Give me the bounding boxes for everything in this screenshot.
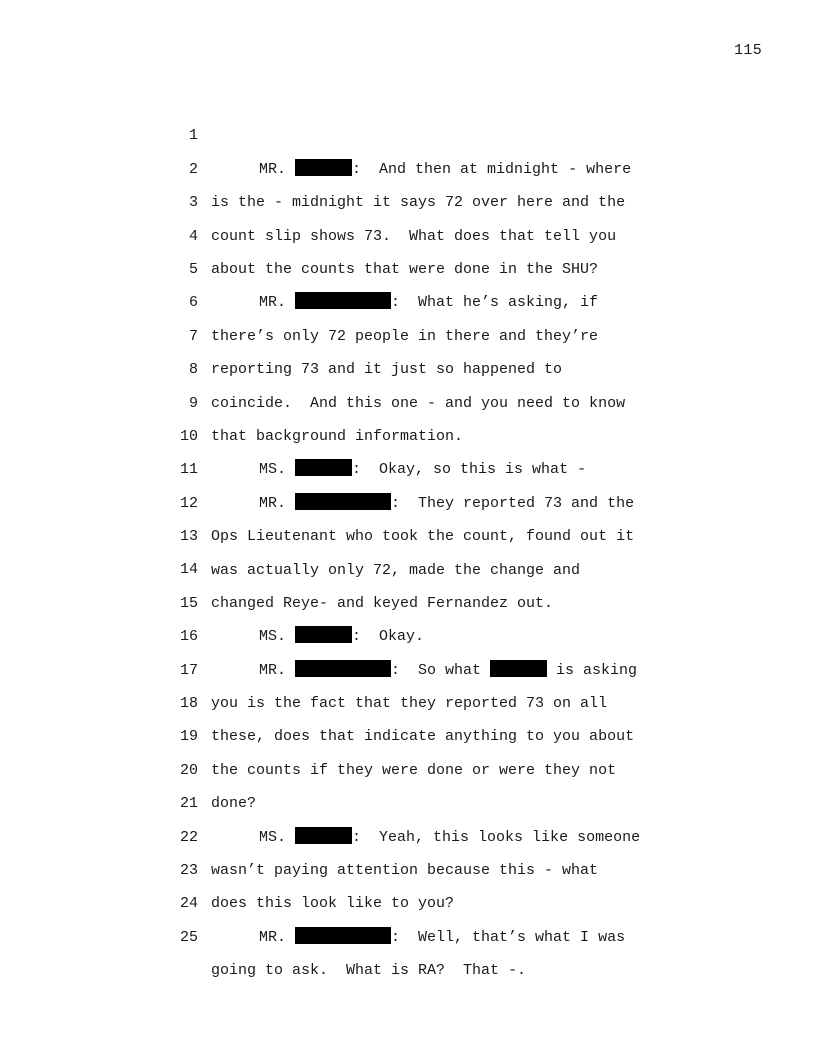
speaker-colon: : bbox=[391, 294, 401, 312]
line-number: 13 bbox=[179, 528, 198, 546]
line-number: 4 bbox=[188, 227, 198, 245]
redaction-block bbox=[295, 927, 391, 944]
speaker-title: MR. bbox=[259, 160, 296, 178]
speaker-colon: : bbox=[352, 828, 362, 846]
line-number: 10 bbox=[179, 427, 198, 445]
line-number: 18 bbox=[179, 695, 198, 713]
line-number: 22 bbox=[179, 828, 198, 846]
line-content: there’s only 72 people in there and they’re bbox=[211, 327, 599, 345]
line-number: 19 bbox=[179, 728, 198, 746]
line-content: They reported 73 and the bbox=[400, 494, 635, 512]
line-number: 3 bbox=[188, 194, 198, 212]
line-content: And then at midnight - where bbox=[361, 160, 632, 178]
line-number: 9 bbox=[188, 394, 198, 412]
speaker-title: MS. bbox=[259, 628, 296, 646]
line-content-continued: is asking bbox=[547, 661, 638, 679]
line-number: 21 bbox=[179, 795, 198, 813]
line-number: 7 bbox=[188, 327, 198, 345]
line-content: changed Reye- and keyed Fernandez out. bbox=[211, 594, 554, 612]
line-number: 6 bbox=[188, 294, 198, 312]
speaker-title: MS. bbox=[259, 828, 296, 846]
line-content: done? bbox=[211, 795, 257, 813]
line-number: 23 bbox=[179, 862, 198, 879]
speaker-title: MR. bbox=[259, 494, 296, 512]
line-text bbox=[259, 921, 625, 954]
line-content: these, does that indicate anything to you about bbox=[211, 728, 635, 746]
speaker-title: MR. bbox=[259, 294, 296, 312]
line-content: is the - midnight it says 72 over here and the bbox=[211, 194, 626, 212]
line-number: 14 bbox=[179, 561, 198, 579]
line-content: What he’s asking, if bbox=[400, 294, 599, 312]
speaker-colon: : bbox=[352, 461, 362, 479]
line-content: going to ask. What is RA? That -. bbox=[211, 962, 527, 980]
speaker-colon: : bbox=[391, 661, 401, 679]
line-content: coincide. And this one - and you need to know bbox=[211, 394, 626, 412]
speaker-colon: : bbox=[391, 928, 401, 946]
line-number: 8 bbox=[188, 361, 198, 379]
line-content: Yeah, this looks like someone bbox=[361, 828, 641, 846]
line-content: wasn’t paying attention because this - what bbox=[211, 862, 599, 880]
line-number: 5 bbox=[188, 260, 198, 278]
line-content: does this look like to you? bbox=[211, 895, 455, 913]
line-content: about the counts that were done in the SHU? bbox=[211, 260, 599, 278]
speaker-colon: : bbox=[391, 494, 401, 512]
line-number: 20 bbox=[179, 761, 198, 779]
line-content: Well, that’s what I was bbox=[400, 928, 626, 946]
transcript-body bbox=[0, 86, 816, 980]
line-number: 25 bbox=[179, 928, 198, 946]
page-number: 115 bbox=[734, 42, 762, 59]
line-number: 12 bbox=[179, 494, 198, 512]
line-content: you is the fact that they reported 73 on all bbox=[211, 695, 608, 713]
line-content: reporting 73 and it just so happened to bbox=[211, 361, 563, 379]
line-content: So what bbox=[400, 661, 491, 679]
line-number: 16 bbox=[179, 628, 198, 646]
line-content: the counts if they were done or were they not bbox=[211, 761, 617, 779]
speaker-title: MS. bbox=[259, 461, 296, 479]
line-content: Okay. bbox=[361, 628, 425, 646]
speaker-colon: : bbox=[352, 628, 362, 646]
line-content: that background information. bbox=[211, 427, 464, 445]
line-content: Ops Lieutenant who took the count, found out it bbox=[211, 528, 635, 546]
line-content: count slip shows 73. What does that tell you bbox=[211, 227, 617, 245]
speaker-title: MR. bbox=[259, 928, 296, 946]
line-content: was actually only 72, made the change and bbox=[211, 561, 581, 579]
line-number: 24 bbox=[179, 895, 198, 913]
speaker-colon: : bbox=[352, 160, 362, 178]
speaker-title: MR. bbox=[259, 661, 296, 679]
line-number: 15 bbox=[179, 594, 198, 612]
transcript-line bbox=[0, 86, 816, 178]
line-number: 2 bbox=[188, 160, 198, 178]
line-number: 1 bbox=[188, 127, 198, 145]
line-content: Okay, so this is what - bbox=[361, 461, 587, 479]
line-number: 17 bbox=[179, 661, 198, 679]
line-number: 11 bbox=[179, 461, 198, 479]
